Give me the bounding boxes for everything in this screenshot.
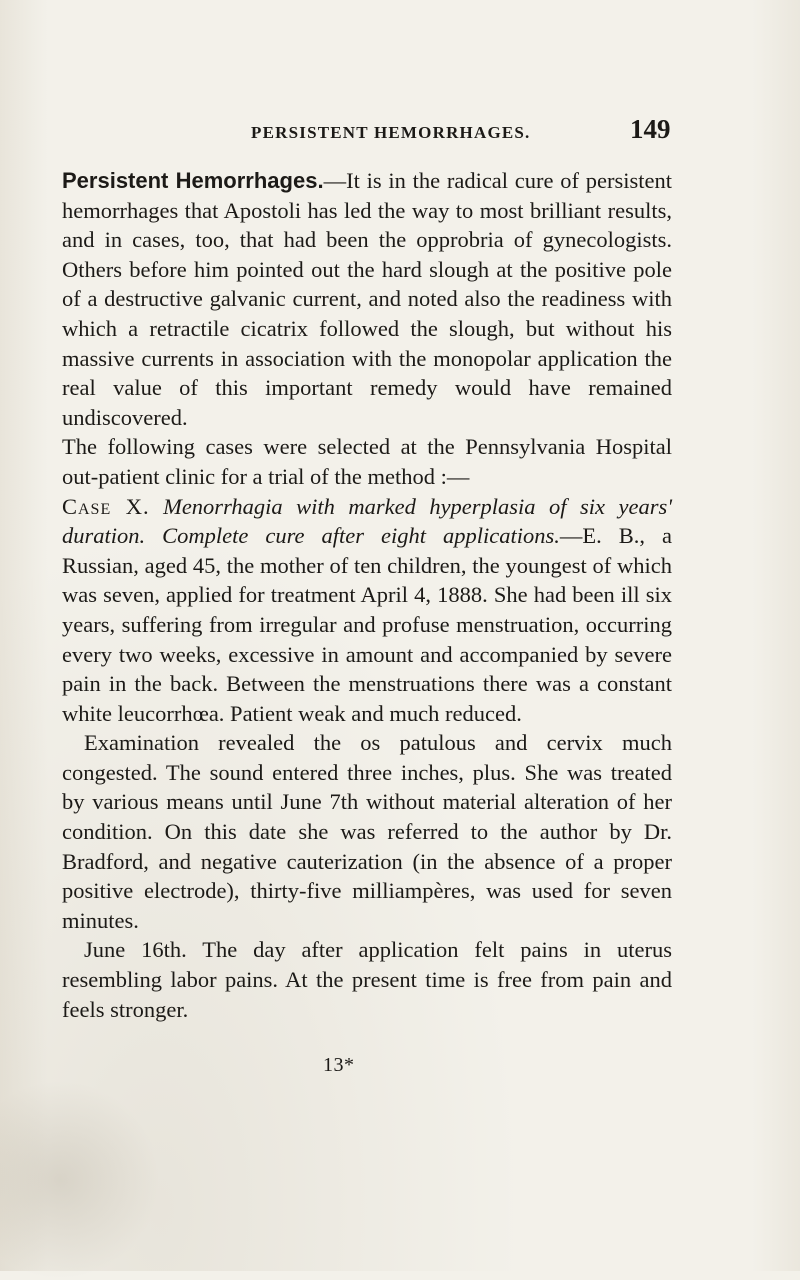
- examination-text: Examination revealed the os patulous and cervix much congested. The sound entered three inches, plus. She was treated by various means until June 7th without material alteration of her condition. On this date she was referred to the author by Dr. Bradford, and negative cauterization (in the absence of a proper positive electrode), thirty-five milliampères, was used for seven minutes.: [62, 730, 672, 933]
- examination-paragraph: [62, 728, 672, 935]
- body-text: [62, 166, 672, 1024]
- paper-stain: [0, 1080, 160, 1280]
- followup-paragraph: [62, 935, 672, 1024]
- case-paragraph: [62, 492, 672, 729]
- intro-text: —It is in the radical cure of persistent hemorrhages that Apostoli has led the way to most brilliant results, and in cases, too, that had been the opprobria of gynecologists. Others before him pointed out the hard slough at the positive pole of a destructive galvanic current, and noted also the readiness with which a retractile cicatrix followed the slough, but without his massive currents in association with the monopolar application the real value of this important remedy would have remained undiscovered.: [62, 168, 673, 430]
- case-history: —E. B., a Russian, aged 45, the mother of ten children, the youngest of which was seven, applied for treatment April 4, 1888. She had been ill six years, suffering from irregular and profuse menstruation, occurring every two weeks, excessive in amount and accompanied by severe pain in the back. Between the menstruations there was a constant white leucorrhœa. Patient weak and much reduced.: [62, 523, 672, 726]
- transition-text: The following cases were selected at the Pennsylvania Hospital out-patient clinic for a trial of the method :—: [62, 434, 672, 489]
- page-number: 149: [630, 114, 671, 144]
- case-title: Menorrhagia with marked hyperplasia of six years' duration. Complete cure after eight applications.: [62, 493, 673, 549]
- case-label: Case X.: [62, 493, 150, 519]
- followup-text: June 16th. The day after application felt pains in uterus resembling labor pains. At the present time is free from pain and feels stronger.: [62, 937, 672, 1022]
- intro-paragraph: [62, 166, 672, 432]
- signature-mark: 13*: [323, 1054, 355, 1076]
- running-head: PERSISTENT HEMORRHAGES.: [251, 123, 531, 142]
- transition-paragraph: [62, 432, 672, 491]
- section-heading: Persistent Hemorrhages.: [62, 168, 324, 193]
